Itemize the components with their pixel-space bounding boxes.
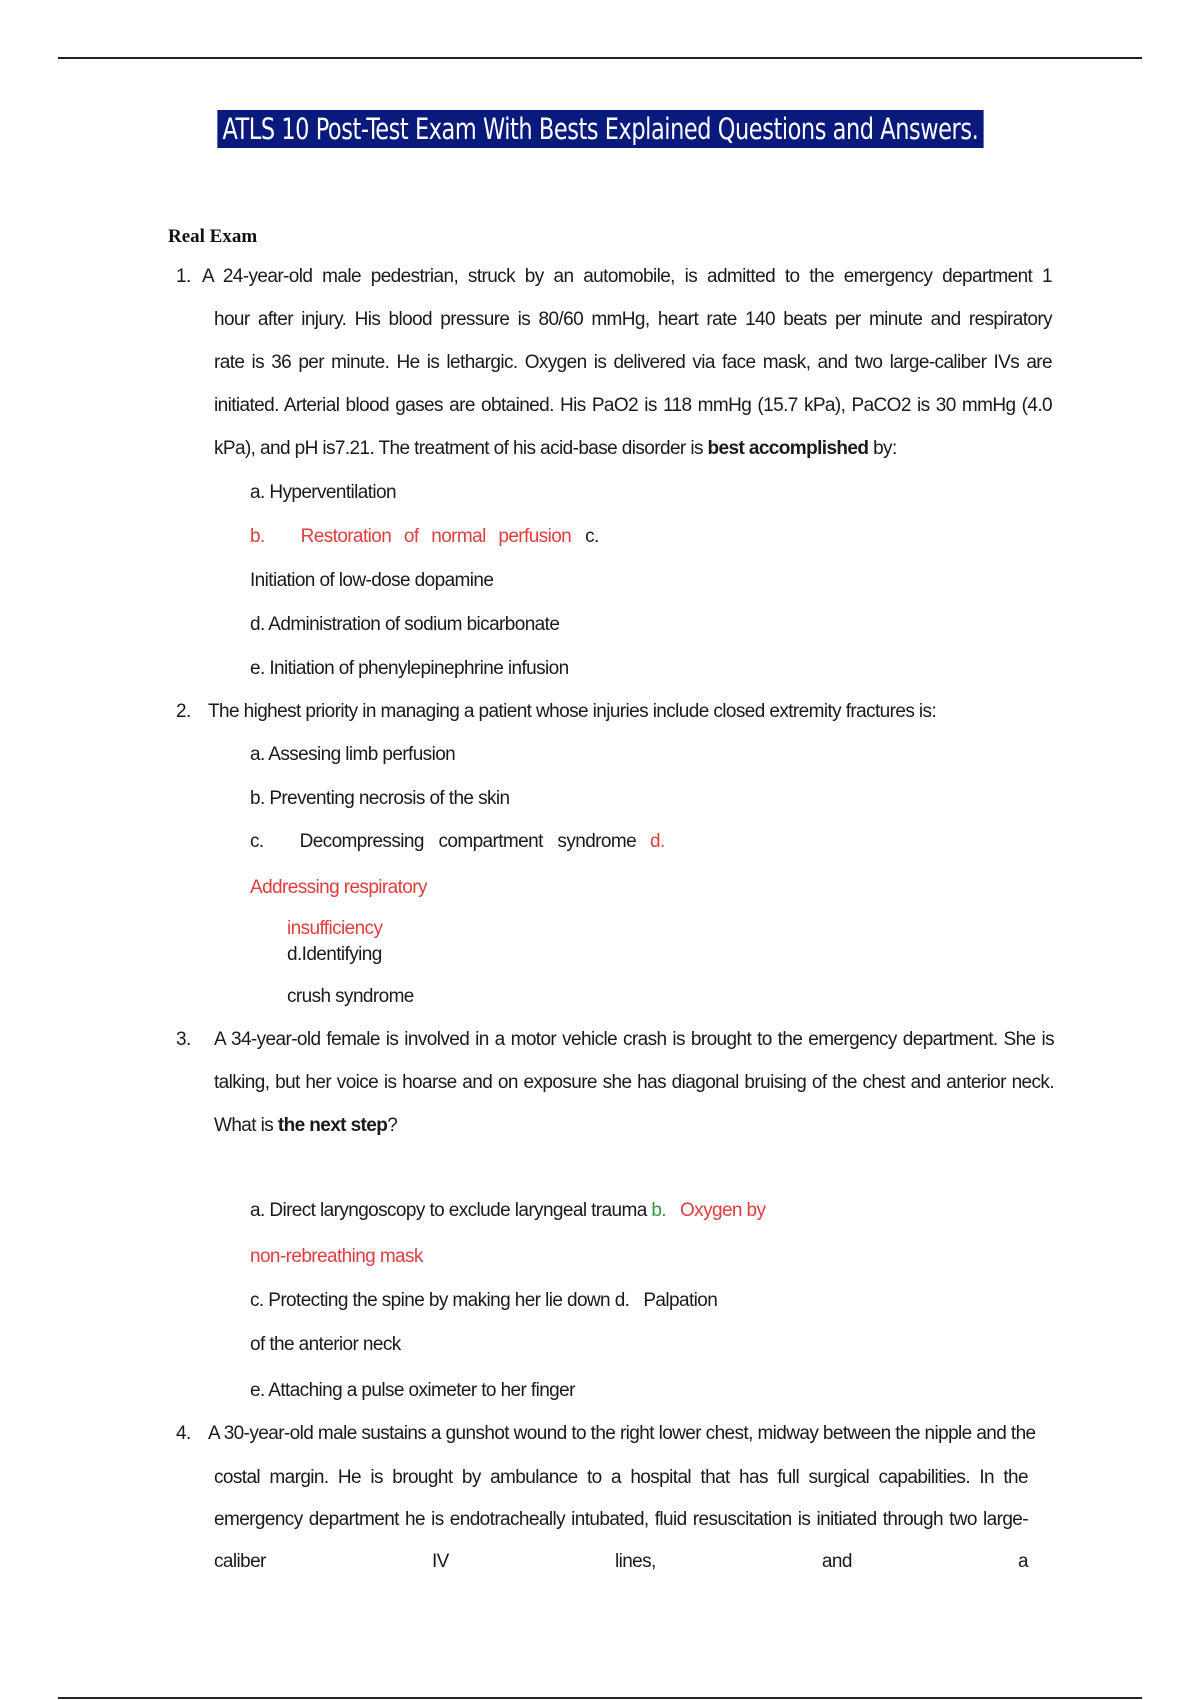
q3-option-e: e. Attaching a pulse oximeter to her finger xyxy=(250,1380,575,1401)
q3-option-d-text: Palpation xyxy=(643,1290,718,1311)
q1-option-b xyxy=(250,524,599,550)
q1-option-b-letter: b. xyxy=(250,526,265,547)
q3-option-c xyxy=(250,1288,717,1314)
q2-option-c xyxy=(250,829,665,855)
q2-option-c-text: Decompressing compartment syndrome xyxy=(299,831,637,852)
title-container xyxy=(0,110,1200,148)
q2-option-a: a. Assesing limb perfusion xyxy=(250,744,456,765)
q2-number: 2. xyxy=(176,701,191,722)
q1-line-5-pre: kPa), and pH is7.21. The treatment of his acid-base disorder is xyxy=(214,438,703,459)
q3-line-3 xyxy=(214,1113,397,1139)
top-rule xyxy=(58,57,1142,59)
q3-option-a xyxy=(250,1198,765,1224)
q3-option-a-text: a. Direct laryngoscopy to exclude laryngeal trauma xyxy=(250,1200,647,1221)
q2-option-e-text: d.Identifying xyxy=(287,944,382,965)
q2-option-d-letter: d. xyxy=(650,831,665,852)
q3-option-b-text: Oxygen by xyxy=(680,1200,766,1221)
q1-line-3: rate is 36 per minute. He is lethargic. Oxygen is delivered via face mask, and two large-caliber IVs are xyxy=(214,352,1052,373)
q3-option-d-text-2: of the anterior neck xyxy=(250,1334,401,1355)
q1-option-c-text: Initiation of low-dose dopamine xyxy=(250,570,494,591)
q2-option-c-letter: c. xyxy=(250,831,264,852)
q4-line-2: costal margin. He is brought by ambulance to a hospital that has full surgical capabilities. In the xyxy=(214,1467,1028,1488)
q3-option-c-text: c. Protecting the spine by making her lie down xyxy=(250,1290,610,1311)
q3-line-3-pre: What is xyxy=(214,1115,274,1136)
q2-option-d-text: Addressing respiratory xyxy=(250,877,427,898)
q1-line-1 xyxy=(202,264,1052,290)
q1-option-d: d. Administration of sodium bicarbonate xyxy=(250,614,560,635)
q1-line-5-post: by: xyxy=(873,438,897,459)
q3-option-b-text-2: non-rebreathing mask xyxy=(250,1246,423,1267)
q1-number: 1. xyxy=(176,266,191,287)
q1-line-5-bold: best accomplished xyxy=(707,438,869,459)
q4-line-4-word-1: caliber xyxy=(214,1551,266,1572)
q2-text: The highest priority in managing a patient whose injuries include closed extremity fractures is: xyxy=(208,701,937,722)
q4-number: 4. xyxy=(176,1423,191,1444)
q1-line-4: initiated. Arterial blood gases are obtained. His PaO2 is 118 mmHg (15.7 kPa), PaCO2 is 30 mmHg (4.0 xyxy=(214,395,1052,416)
q3-line-2: talking, but her voice is hoarse and on exposure she has diagonal bruising of the chest and anterior neck. xyxy=(214,1072,1054,1093)
q3-line-3-post: ? xyxy=(387,1115,398,1136)
q3-option-d-letter: d. xyxy=(614,1290,630,1311)
q2-option-e-text-2: crush syndrome xyxy=(287,986,414,1007)
document-title: ATLS 10 Post-Test Exam With Bests Explained Questions and Answers. xyxy=(217,110,983,148)
q1-option-c-letter: c. xyxy=(585,526,599,547)
q2-option-b: b. Preventing necrosis of the skin xyxy=(250,788,510,809)
q1-option-a: a. Hyperventilation xyxy=(250,482,396,503)
q4-line-4-word-4: and xyxy=(821,1551,852,1572)
q3-option-b-letter: b. xyxy=(651,1200,666,1221)
bottom-rule xyxy=(58,1697,1142,1699)
q1-line-5 xyxy=(214,436,897,462)
q1-option-e: e. Initiation of phenylepinephrine infusion xyxy=(250,658,569,679)
q4-line-4-word-3: lines, xyxy=(614,1551,656,1572)
q4-line-4-word-5: a xyxy=(1018,1551,1028,1572)
q4-line-1: A 30-year-old male sustains a gunshot wound to the right lower chest, midway between the nipple and the xyxy=(208,1423,1036,1444)
q3-line-1: A 34-year-old female is involved in a motor vehicle crash is brought to the emergency department. She is xyxy=(214,1029,1054,1050)
q2-option-d-text-2: insufficiency xyxy=(287,918,383,939)
q1-option-b-text: Restoration of normal perfusion xyxy=(300,526,572,547)
q1-line-2: hour after injury. His blood pressure is 80/60 mmHg, heart rate 140 beats per minute and respiratory xyxy=(214,309,1052,330)
q3-line-3-bold: the next step xyxy=(277,1115,388,1136)
q4-line-4 xyxy=(214,1549,1028,1575)
q4-line-4-word-2: IV xyxy=(431,1551,449,1572)
q4-line-3: emergency department he is endotracheally intubated, fluid resuscitation is initiated through two large- xyxy=(214,1509,1028,1530)
section-heading: Real Exam xyxy=(168,226,258,247)
q3-number: 3. xyxy=(176,1029,191,1050)
q1-line-1-text: A 24-year-old male pedestrian, struck by an automobile, is admitted to the emergency department 1 xyxy=(202,266,1052,287)
